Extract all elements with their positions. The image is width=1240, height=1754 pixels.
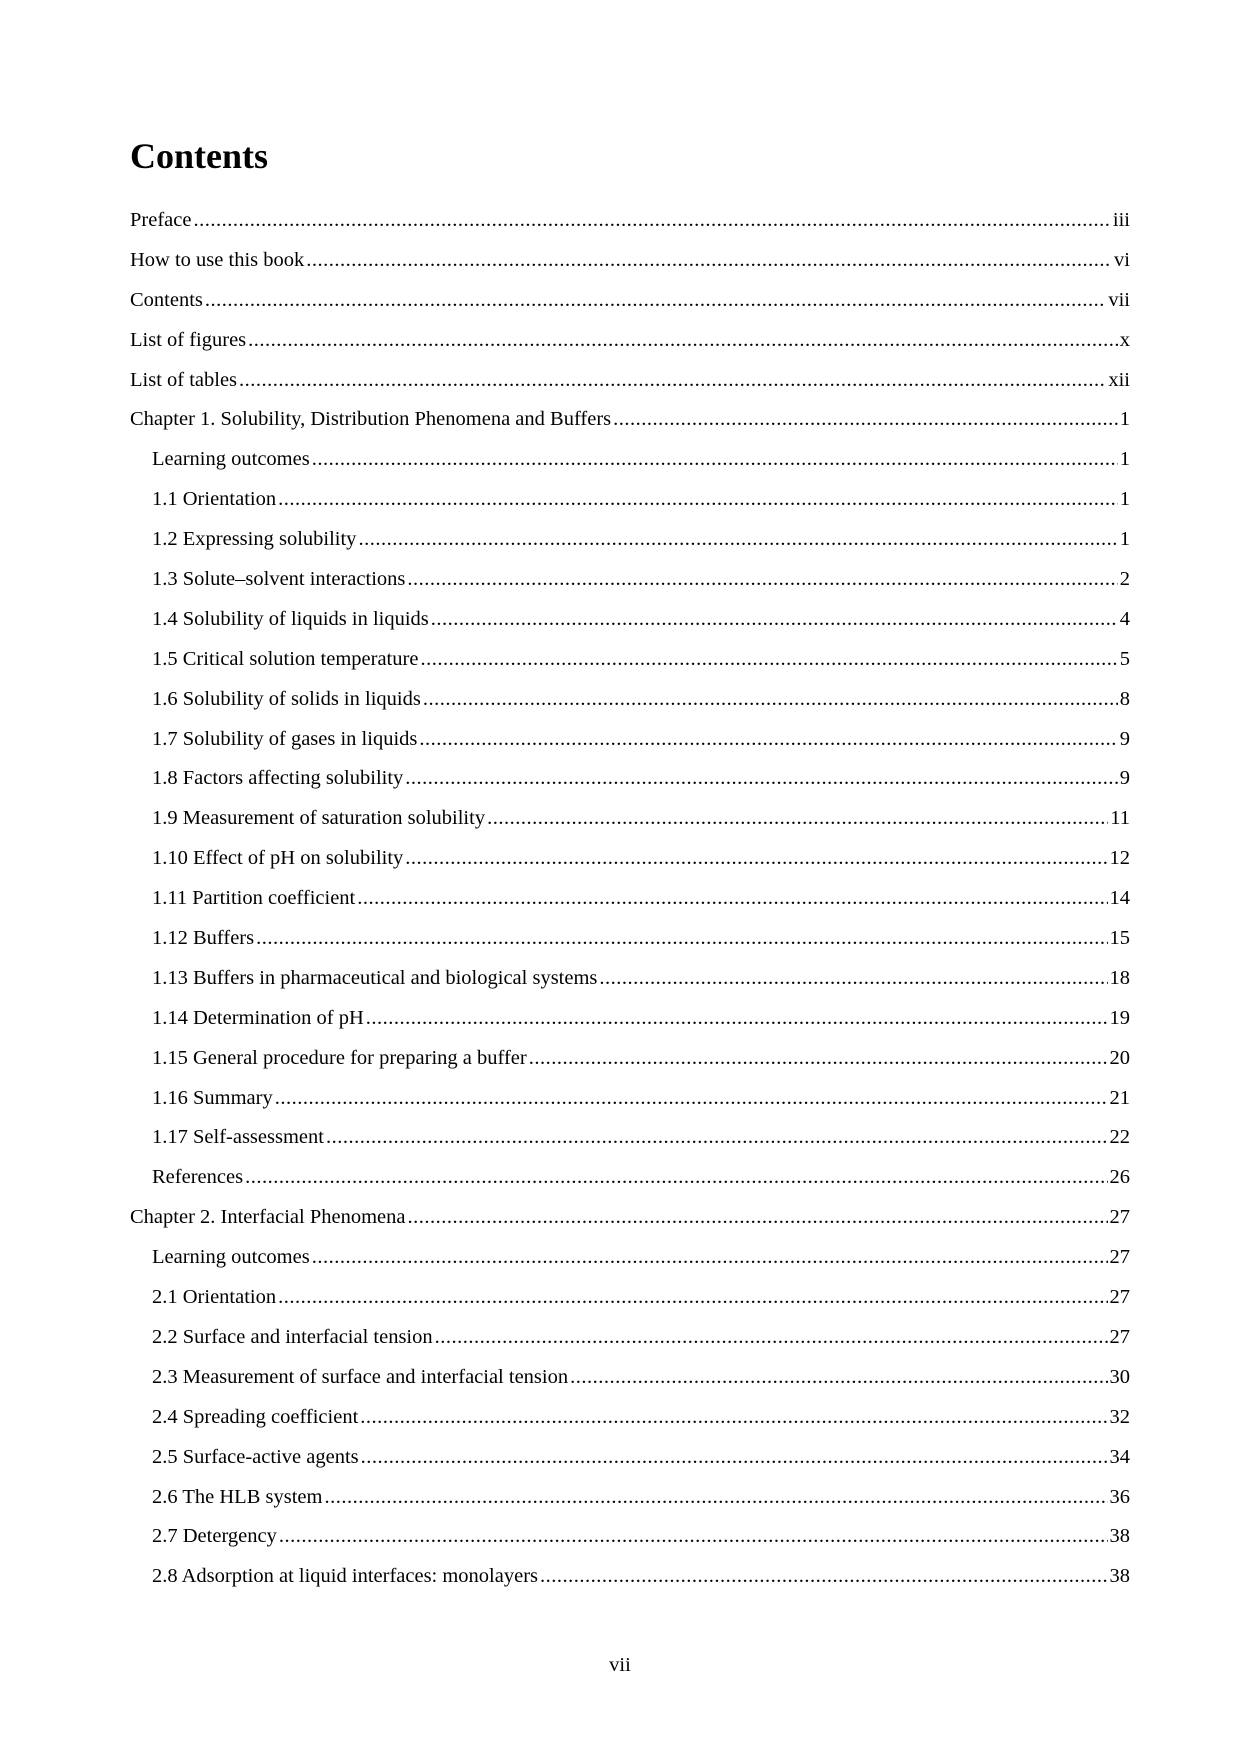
toc-entry-page: xii <box>1108 368 1130 391</box>
toc-entry-label: 1.16 Summary <box>152 1086 273 1109</box>
toc-entry-label: 2.1 Orientation <box>152 1286 277 1309</box>
toc-entry[interactable] <box>130 1164 1130 1204</box>
toc-entry-label: Preface <box>130 209 192 231</box>
toc-entry[interactable] <box>130 327 1130 367</box>
toc-entry-label: 2.2 Surface and interfacial tension <box>152 1325 433 1348</box>
toc-entry-label: 1.11 Partition coefficient <box>152 887 356 910</box>
toc-entry[interactable] <box>130 526 1130 566</box>
toc-entry[interactable] <box>130 1404 1130 1444</box>
dot-leader <box>361 1444 1108 1470</box>
dot-leader <box>275 1085 1108 1111</box>
toc-entry-page: 36 <box>1109 1485 1130 1508</box>
dot-leader <box>193 207 1110 233</box>
toc-entry-label: 1.15 General procedure for preparing a buffer <box>152 1046 527 1069</box>
toc-entry[interactable] <box>130 1124 1130 1164</box>
toc-entry[interactable] <box>130 486 1130 526</box>
toc-entry-label: 2.7 Detergency <box>152 1525 277 1548</box>
dot-leader <box>613 406 1118 432</box>
dot-leader <box>326 1124 1108 1150</box>
toc-entry[interactable] <box>130 765 1130 805</box>
toc-entry-page: vii <box>1108 288 1130 311</box>
toc-entry-page: 9 <box>1119 767 1130 790</box>
toc-entry-label: List of figures <box>130 328 247 351</box>
toc-entry[interactable] <box>130 845 1130 885</box>
dot-leader <box>408 1204 1108 1230</box>
toc-entry-label: Learning outcomes <box>152 448 310 471</box>
toc-entry-page: 14 <box>1109 887 1130 910</box>
toc-entry-label: 1.10 Effect of pH on solubility <box>152 847 404 870</box>
toc-entry-page: 9 <box>1119 727 1130 750</box>
toc-entry-page: x <box>1119 328 1130 351</box>
dot-leader <box>278 1284 1107 1310</box>
dot-leader <box>570 1364 1107 1390</box>
toc-entry-label: 1.7 Solubility of gases in liquids <box>152 727 418 750</box>
dot-leader <box>357 885 1107 911</box>
dot-leader <box>405 845 1107 871</box>
toc-entry-page: 22 <box>1109 1126 1130 1149</box>
toc-entry-page: 27 <box>1109 1246 1130 1269</box>
toc-entry-page: 4 <box>1119 607 1130 630</box>
toc-entry-page: 38 <box>1109 1525 1130 1548</box>
toc-entry-page: 8 <box>1119 687 1130 710</box>
toc-entry[interactable] <box>130 885 1130 925</box>
dot-leader <box>312 1244 1108 1270</box>
toc-entry[interactable] <box>130 646 1130 686</box>
dot-leader <box>248 327 1118 353</box>
toc-entry[interactable] <box>130 1324 1130 1364</box>
toc-entry-page: 27 <box>1109 1206 1130 1229</box>
toc-entry-label: 2.6 The HLB system <box>152 1485 323 1508</box>
toc-entry-label: 1.13 Buffers in pharmaceutical and biological systems <box>152 966 598 989</box>
toc-entry-label: Chapter 1. Solubility, Distribution Phenomena and Buffers <box>130 408 612 431</box>
toc-entry[interactable] <box>130 1005 1130 1045</box>
toc-entry-page: vi <box>1114 248 1130 271</box>
dot-leader <box>487 805 1108 831</box>
toc-entry-label: Learning outcomes <box>152 1246 310 1269</box>
toc-entry-page: 2 <box>1119 568 1130 591</box>
page-number: vii <box>609 1654 631 1676</box>
toc-entry-page: 5 <box>1119 647 1130 670</box>
toc-entry-page: 1 <box>1119 408 1130 431</box>
toc-entry-page: 27 <box>1109 1286 1130 1309</box>
toc-entry-label: 2.8 Adsorption at liquid interfaces: monolayers <box>152 1565 539 1588</box>
toc-entry-label: 1.5 Critical solution temperature <box>152 647 419 670</box>
toc-entry-page: 12 <box>1109 847 1130 870</box>
toc-entry[interactable] <box>130 1284 1130 1324</box>
dot-leader <box>407 566 1117 592</box>
toc-entry[interactable] <box>130 925 1130 965</box>
dot-leader <box>245 1164 1107 1190</box>
toc-entry[interactable] <box>130 1244 1130 1284</box>
dot-leader <box>540 1563 1107 1589</box>
toc-entry-label: References <box>152 1166 244 1189</box>
dot-leader <box>423 686 1118 712</box>
toc-entry-page: 30 <box>1109 1365 1130 1388</box>
toc-entry-label: 1.14 Determination of pH <box>152 1006 364 1029</box>
toc-entry[interactable] <box>130 367 1130 407</box>
dot-leader <box>599 965 1107 991</box>
dot-leader <box>419 726 1117 752</box>
toc-entry-label: 2.4 Spreading coefficient <box>152 1405 359 1428</box>
toc-entry[interactable] <box>130 1523 1130 1563</box>
toc-entry[interactable] <box>130 566 1130 606</box>
toc-entry[interactable] <box>130 1045 1130 1085</box>
toc-entry-label: 1.9 Measurement of saturation solubility <box>152 807 486 830</box>
dot-leader <box>366 1005 1108 1031</box>
toc-entry-page: 20 <box>1109 1046 1130 1069</box>
toc-entry-label: 1.6 Solubility of solids in liquids <box>152 687 421 710</box>
toc-entry-label: Contents <box>130 288 203 311</box>
toc-entry-label: 1.8 Factors affecting solubility <box>152 767 404 790</box>
toc-entry[interactable] <box>130 1085 1130 1125</box>
dot-leader <box>431 606 1118 632</box>
toc-entry-label: List of tables <box>130 368 238 391</box>
dot-leader <box>256 925 1107 951</box>
toc-entry[interactable] <box>130 207 1130 247</box>
toc-entry-page: 1 <box>1119 448 1130 471</box>
toc-entry[interactable] <box>130 1444 1130 1484</box>
dot-leader <box>324 1484 1107 1510</box>
toc-entry[interactable] <box>130 446 1130 486</box>
toc-entry-label: 1.3 Solute–solvent interactions <box>152 568 406 591</box>
toc-entry[interactable] <box>130 686 1130 726</box>
toc-entry-label: 1.4 Solubility of liquids in liquids <box>152 607 429 630</box>
toc-entry-page: 34 <box>1109 1445 1130 1468</box>
dot-leader <box>205 287 1106 313</box>
toc-entry-page: 26 <box>1109 1166 1130 1189</box>
toc-entry-label: 1.2 Expressing solubility <box>152 528 357 551</box>
toc-entry[interactable] <box>130 406 1130 446</box>
dot-leader <box>358 526 1117 552</box>
dot-leader <box>239 367 1106 393</box>
toc-entry[interactable] <box>130 1364 1130 1404</box>
dot-leader <box>420 646 1117 672</box>
toc-entry-label: 2.3 Measurement of surface and interfacial tension <box>152 1365 569 1388</box>
dot-leader <box>279 1523 1108 1549</box>
dot-leader <box>306 247 1112 273</box>
toc-entry-page: 32 <box>1109 1405 1130 1428</box>
toc-entry-label: Chapter 2. Interfacial Phenomena <box>130 1206 406 1229</box>
toc-entry-page: 38 <box>1109 1565 1130 1588</box>
toc-entry[interactable] <box>130 726 1130 766</box>
page-title: Contents <box>130 136 269 176</box>
toc-entry-page: iii <box>1112 209 1130 231</box>
toc-entry[interactable] <box>130 606 1130 646</box>
toc-entry[interactable] <box>130 1484 1130 1524</box>
dot-leader <box>405 765 1117 791</box>
dot-leader <box>529 1045 1108 1071</box>
toc-entry-page: 1 <box>1119 488 1130 511</box>
toc-entry-label: 1.17 Self-assessment <box>152 1126 324 1149</box>
toc-entry-label: 1.1 Orientation <box>152 488 277 511</box>
toc-entry-label: How to use this book <box>130 248 305 271</box>
toc-entry[interactable] <box>130 1563 1130 1603</box>
toc-entry[interactable] <box>130 1204 1130 1244</box>
toc-entry-page: 11 <box>1110 807 1130 830</box>
toc-entry[interactable] <box>130 965 1130 1005</box>
toc-entry-page: 18 <box>1109 966 1130 989</box>
dot-leader <box>435 1324 1108 1350</box>
toc-entry[interactable] <box>130 287 1130 327</box>
dot-leader <box>360 1404 1107 1430</box>
dot-leader <box>278 486 1118 512</box>
toc-entry[interactable] <box>130 805 1130 845</box>
table-of-contents <box>130 207 1130 1603</box>
dot-leader <box>312 446 1118 472</box>
toc-entry[interactable] <box>130 247 1130 287</box>
toc-entry-page: 19 <box>1109 1006 1130 1029</box>
toc-entry-page: 1 <box>1119 528 1130 551</box>
toc-entry-label: 1.12 Buffers <box>152 927 255 950</box>
toc-entry-page: 15 <box>1109 927 1130 950</box>
toc-entry-page: 27 <box>1109 1325 1130 1348</box>
toc-entry-page: 21 <box>1109 1086 1130 1109</box>
toc-entry-label: 2.5 Surface-active agents <box>152 1445 359 1468</box>
